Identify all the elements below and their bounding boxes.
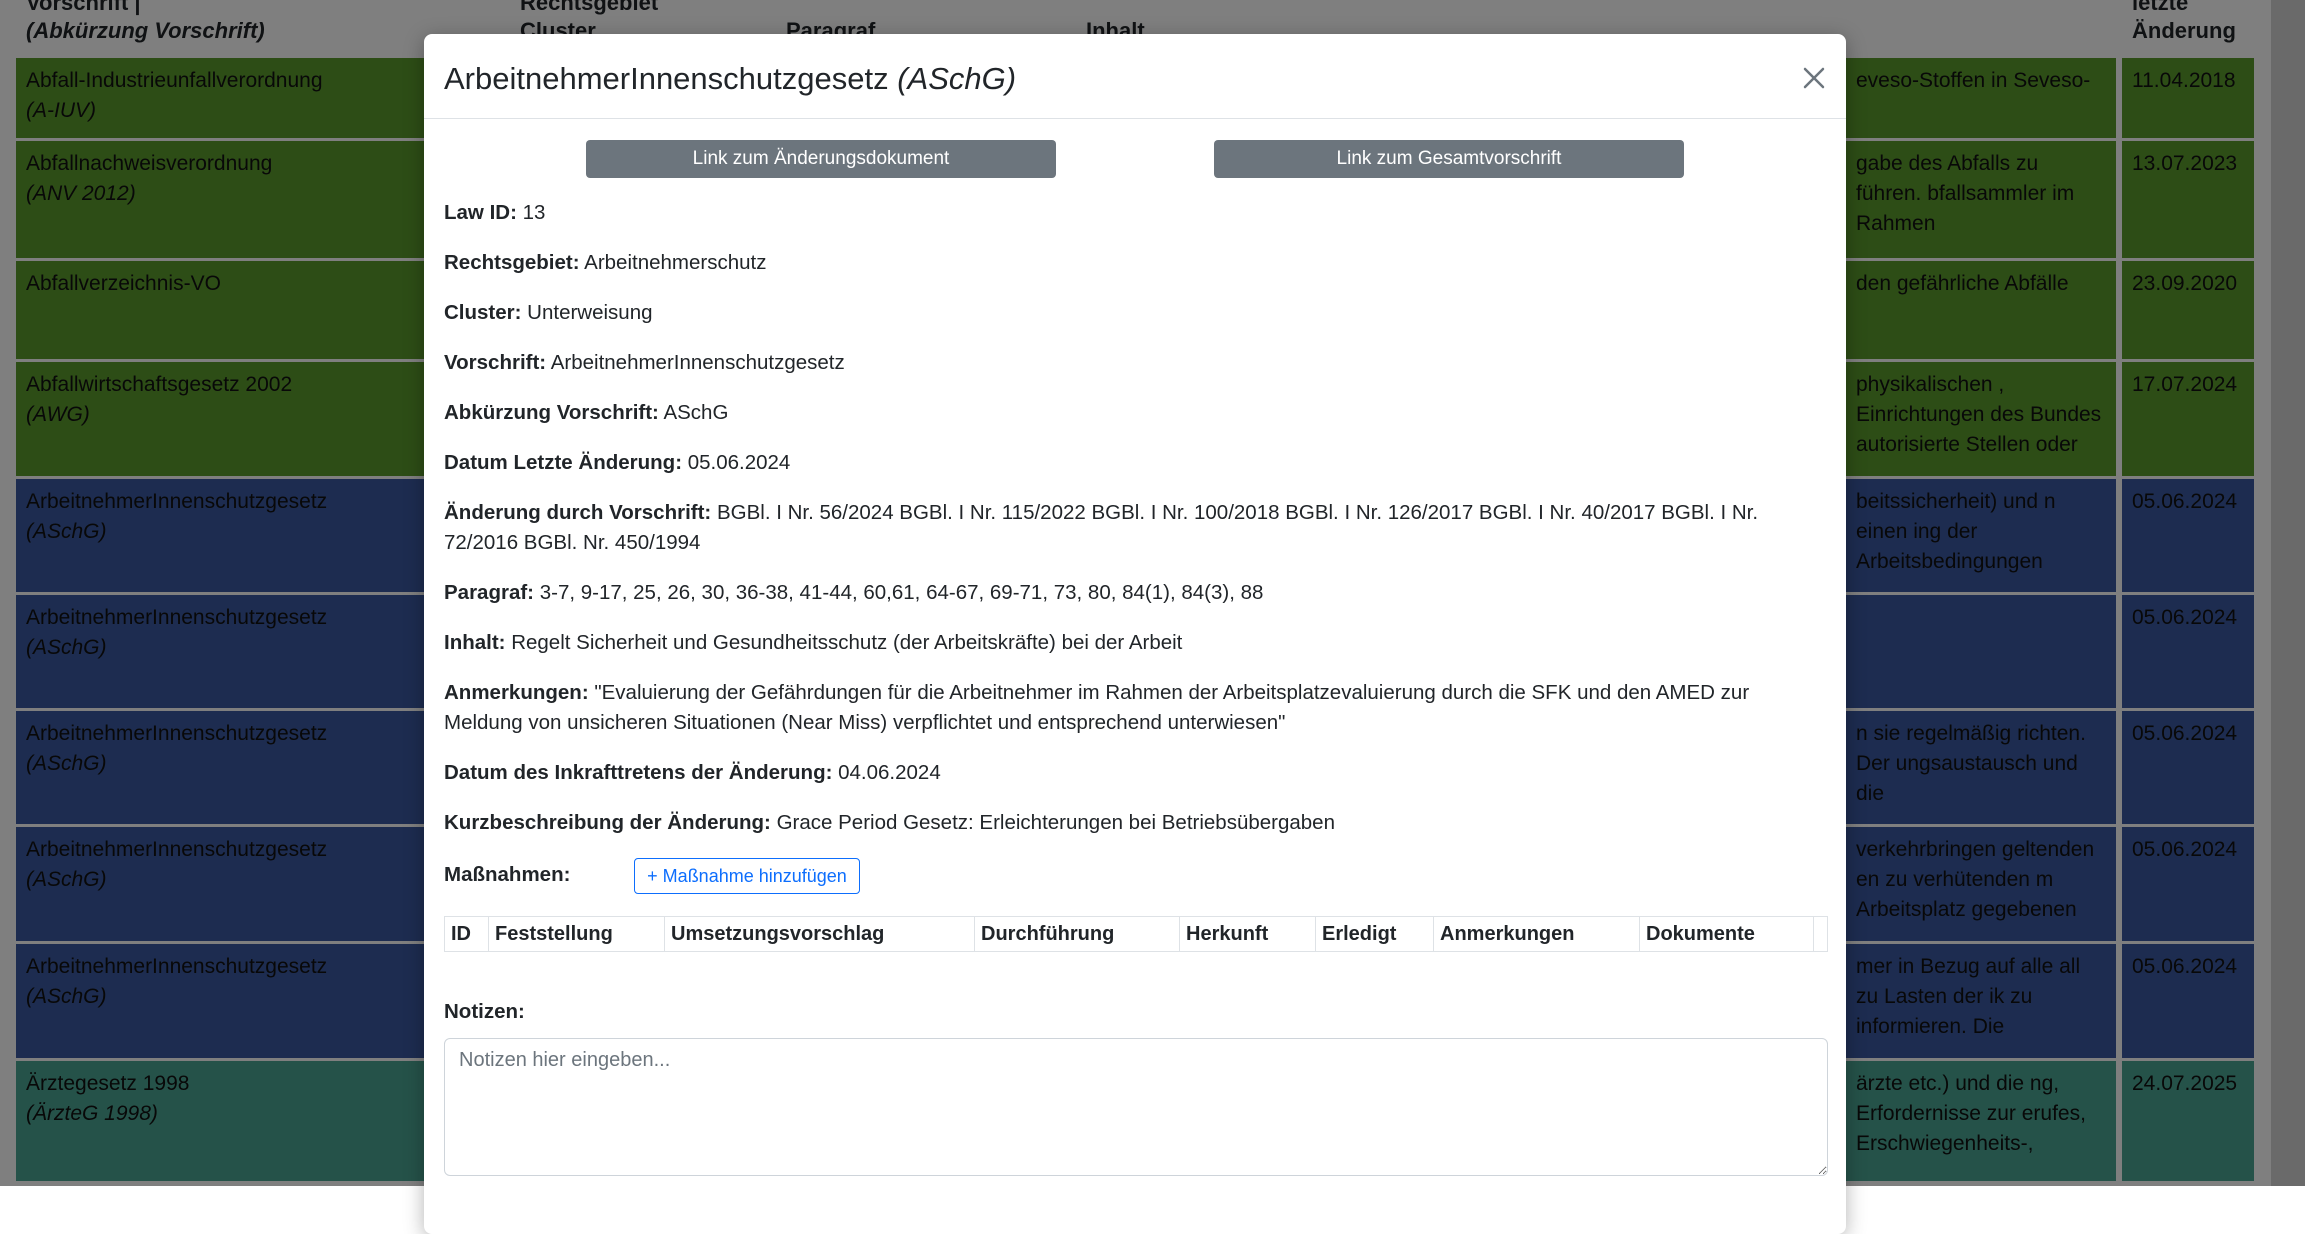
th-id: ID bbox=[445, 917, 489, 951]
field-abkuerzung: Abkürzung Vorschrift: ASchG bbox=[444, 401, 729, 424]
field-anmerkungen: Anmerkungen: "Evaluierung der Gefährdungen für die Arbeitnehmer im Rahmen der Arbeitsplatzevaluierung durch die SFK und den AMED zur Meldung von unsicheren Situationen (Near Miss) verpflichtet und entsprechend unterwiesen" bbox=[444, 681, 1750, 734]
field-law-id: Law ID: 13 bbox=[444, 201, 546, 224]
field-vorschrift: Vorschrift: ArbeitnehmerInnenschutzgesetz bbox=[444, 351, 845, 374]
th-umsetzungsvorschlag: Umsetzungsvorschlag bbox=[665, 917, 975, 951]
th-erledigt: Erledigt bbox=[1316, 917, 1434, 951]
th-herkunft: Herkunft bbox=[1180, 917, 1316, 951]
field-inhalt: Inhalt: Regelt Sicherheit und Gesundheitsschutz (der Arbeitskräfte) bei der Arbeit bbox=[444, 631, 1183, 654]
massnahmen-table bbox=[444, 916, 1828, 952]
notizen-label: Notizen: bbox=[444, 1000, 525, 1023]
law-detail-modal bbox=[424, 34, 1846, 1234]
link-change-document-button[interactable]: Link zum Änderungsdokument bbox=[586, 140, 1056, 178]
field-kurzbeschreibung: Kurzbeschreibung der Änderung: Grace Period Gesetz: Erleichterungen bei Betriebsübergaben bbox=[444, 811, 1335, 834]
close-button[interactable] bbox=[1796, 60, 1832, 96]
modal-title-abbr: (ASchG) bbox=[897, 61, 1017, 96]
field-datum-letzte-aenderung: Datum Letzte Änderung: 05.06.2024 bbox=[444, 451, 791, 474]
field-cluster: Cluster: Unterweisung bbox=[444, 301, 653, 324]
field-aenderung-durch: Änderung durch Vorschrift: BGBl. I Nr. 56/2024 BGBl. I Nr. 115/2022 BGBl. I Nr. 100/2018 BGBl. I Nr. 126/2017 BGBl. I Nr. 40/2017 BGBl. I Nr. 72/2016 BGBl. Nr. 450/1994 bbox=[444, 501, 1759, 554]
field-inkrafttreten: Datum des Inkrafttretens der Änderung: 04.06.2024 bbox=[444, 761, 941, 784]
link-full-regulation-button[interactable]: Link zum Gesamtvorschrift bbox=[1214, 140, 1684, 178]
modal-title: ArbeitnehmerInnenschutzgesetz (ASchG) bbox=[444, 61, 1017, 96]
field-paragraf: Paragraf: 3-7, 9-17, 25, 26, 30, 36-38, 41-44, 60,61, 64-67, 69-71, 73, 80, 84(1), 84(3), 88 bbox=[444, 581, 1264, 604]
close-icon bbox=[1796, 60, 1832, 96]
th-durchfuehrung: Durchführung bbox=[975, 917, 1180, 951]
modal-header bbox=[424, 34, 1846, 119]
th-dokumente: Dokumente bbox=[1640, 917, 1814, 951]
add-massnahme-button[interactable]: + Maßnahme hinzufügen bbox=[634, 858, 860, 894]
th-feststellung: Feststellung bbox=[489, 917, 665, 951]
massnahmen-label: Maßnahmen: bbox=[444, 863, 571, 886]
notizen-textarea[interactable] bbox=[444, 1038, 1828, 1176]
field-rechtsgebiet: Rechtsgebiet: Arbeitnehmerschutz bbox=[444, 251, 767, 274]
th-anmerkungen: Anmerkungen bbox=[1434, 917, 1640, 951]
